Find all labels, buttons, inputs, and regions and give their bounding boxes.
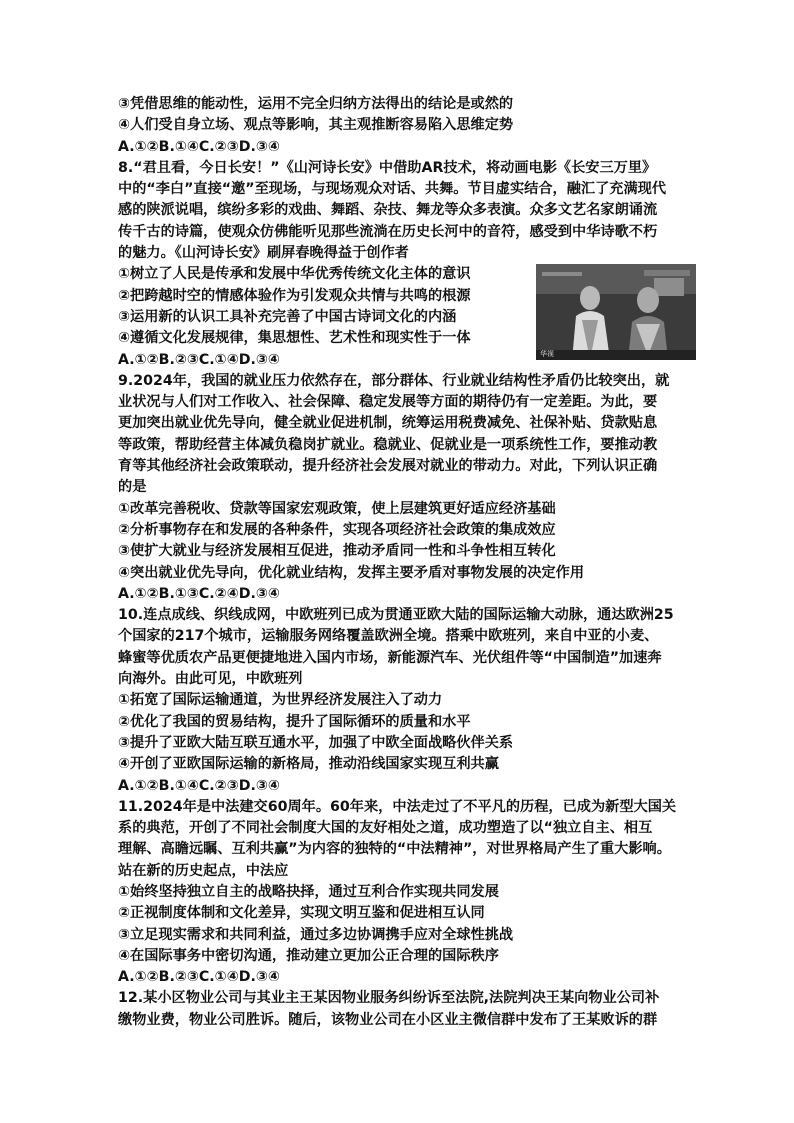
photo-caption: 华视 (540, 350, 554, 359)
q8-stem-line: 中的“李白”直接“邀”至现场，与现场观众对话、共舞。节目虚实结合，融汇了充满现代 (118, 181, 667, 198)
q9-stem-line: 9.2024年，我国的就业压力依然存在，部分群体、行业就业结构性矛盾仍比较突出，就 (118, 372, 670, 389)
q9-option-1: ①改革完善税收、贷款等国家宏观政策，使上层建筑更好适应经济基础 (118, 500, 556, 517)
q9-stem-line: 等政策，帮助经营主体减负稳岗扩就业。稳就业、促就业是一项系统性工作，要推动教 (118, 436, 658, 453)
q11-option-3: ③立足现实需求和共同利益，通过多边协调携手应对全球性挑战 (118, 926, 514, 943)
q10-option-2: ②优化了我国的贸易结构，提升了国际循环的质量和水平 (118, 713, 471, 730)
q8-stem-line: 传千古的诗篇，使观众仿佛能听见那些流淌在历史长河中的音符，感受到中华诗歌不朽 (118, 223, 658, 240)
q8-stem-line: 感的陕派说唱，缤纷多彩的戏曲、舞蹈、杂技、舞龙等众多表演。众多文艺名家朗诵流 (118, 202, 658, 219)
q9-stem-line: 的是 (118, 479, 147, 496)
q8-stem-line: 的魅力。《山河诗长安》刷屏春晚得益于创作者 (118, 245, 409, 262)
q9-option-3: ③使扩大就业与经济发展相互促进，推动矛盾同一性和斗争性相互转化 (118, 543, 556, 560)
q8-options-block (118, 264, 684, 359)
q10-stem-line: 个国家的217个城市，运输服务网络覆盖欧洲全境。搭乘中欧班列，来自中亚的小麦、 (118, 628, 659, 645)
q7-option-3: ③凭借思维的能动性，运用不完全归纳方法得出的结论是或然的 (118, 96, 514, 112)
q10-stem-line: 向海外。由此可见，中欧班列 (118, 671, 303, 688)
q11-answer-choices: A.①②B.②③C.①④D.③④ (118, 969, 280, 986)
exam-page (118, 94, 684, 1031)
q7-answer-choices: A.①②B.①④C.②③D.③④ (118, 138, 280, 155)
q11-stem-line: 站在新的历史起点，中法应 (118, 862, 289, 879)
q8-stage-photo (536, 264, 696, 360)
q8-option-1: ①树立了人民是传承和发展中华优秀传统文化主体的意识 (118, 266, 471, 283)
q12-stem-line: 12.某小区物业公司与其业主王某因物业服务纠纷诉至法院,法院判决王某向物业公司补 (118, 990, 660, 1007)
q8-option-2: ②把跨越时空的情感体验作为引发观众共情与共鸣的根源 (118, 287, 471, 304)
q12-stem-line: 缴物业费，物业公司胜诉。随后，该物业公司在小区业主微信群中发布了王某败诉的群 (118, 1011, 658, 1028)
q7-option-4: ④人们受自身立场、观点等影响，其主观推断容易陷入思维定势 (118, 117, 514, 134)
q11-option-2: ②正视制度体制和文化差异，实现文明互鉴和促进相互认同 (118, 905, 485, 922)
q10-answer-choices: A.①②B.①④C.②③D.③④ (118, 777, 280, 794)
q10-option-4: ④开创了亚欧国际运输的新格局，推动沿线国家实现互利共赢 (118, 756, 499, 773)
q8-option-3: ③运用新的认识工具补充完善了中国古诗词文化的内涵 (118, 308, 457, 325)
q9-answer-choices: A.①②B.①③C.②④D.③④ (118, 585, 280, 602)
q11-stem-line: 理解、高瞻远瞩、互利共赢”为内容的独特的“中法精神”，对世界格局产生了重大影响。 (118, 841, 671, 858)
q10-stem-line: 蜂蜜等优质农产品更便捷地进入国内市场，新能源汽车、光伏组件等“中国制造”加速奔 (118, 649, 662, 666)
q10-stem-line: 10.连点成线、织线成网，中欧班列已成为贯通亚欧大陆的国际运输大动脉，通达欧洲25 (118, 607, 674, 624)
q9-stem-line: 业状况与人们对工作收入、社会保障、稳定发展等方面的期待仍有一定差距。为此，要 (118, 394, 658, 411)
q9-option-4: ④突出就业优先导向，优化就业结构，发挥主要矛盾对事物发展的决定作用 (118, 564, 585, 581)
q10-option-1: ①拓宽了国际运输通道，为世界经济发展注入了动力 (118, 692, 443, 709)
q9-stem-line: 更加突出就业优先导向，健全就业促进机制，统筹运用税费减免、社保补贴、贷款贴息 (118, 415, 658, 432)
q9-option-2: ②分析事物存在和发展的各种条件，实现各项经济社会政策的集成效应 (118, 521, 556, 538)
q9-stem-line: 育等其他经济社会政策联动，提升经济社会发展对就业的带动力。对此，下列认识正确 (118, 458, 658, 475)
q11-stem-line: 11.2024年是中法建交60周年。60年来，中法走过了不平凡的历程，已成为新型大国关 (118, 798, 677, 815)
q10-option-3: ③提升了亚欧大陆互联互通水平，加强了中欧全面战略伙伴关系 (118, 734, 514, 751)
q11-option-1: ①始终坚持独立自主的战略抉择，通过互利合作实现共同发展 (118, 883, 499, 900)
q8-option-4: ④遵循文化发展规律，集思想性、艺术性和现实性于一体 (118, 330, 471, 347)
q11-stem-line: 系的典范，开创了不同社会制度大国的友好相处之道，成功塑造了以“独立自主、相互 (118, 820, 653, 837)
q11-option-4: ④在国际事务中密切沟通，推动建立更加公正合理的国际秩序 (118, 947, 499, 964)
q8-stem-line: 8.“君且看，今日长安！”《山河诗长安》中借助AR技术，将动画电影《长安三万里》 (118, 159, 657, 176)
q8-answer-choices: A.①②B.②③C.①④D.③④ (118, 351, 280, 368)
